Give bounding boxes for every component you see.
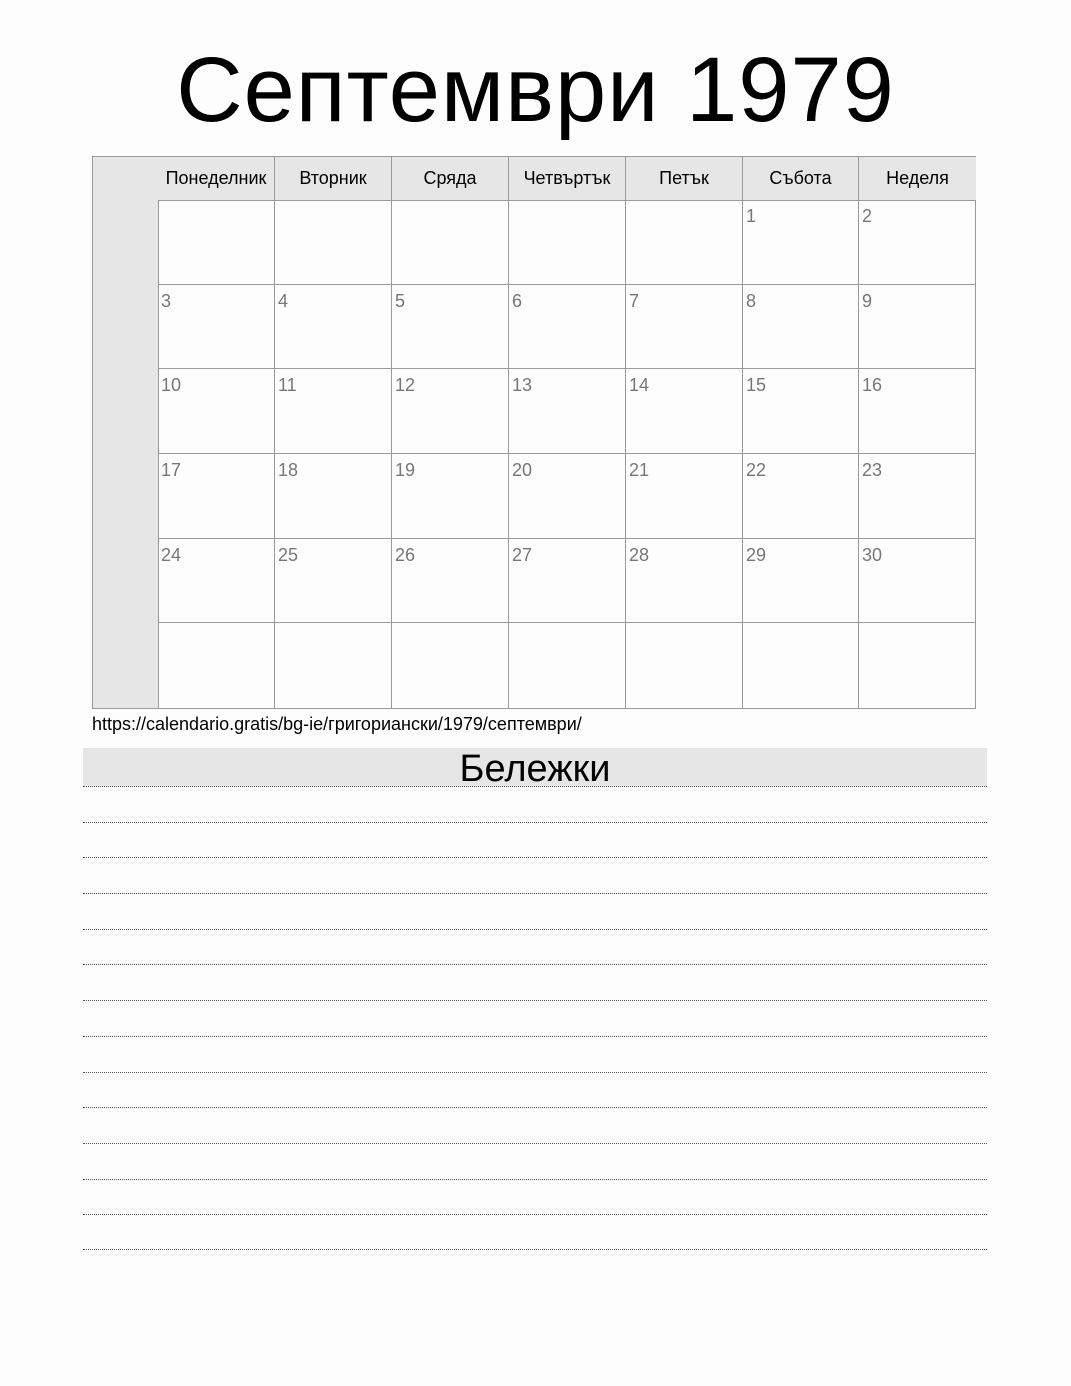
weekday-header: Петък: [626, 157, 743, 200]
note-line[interactable]: [83, 857, 987, 893]
day-cell: [275, 623, 392, 708]
day-cell: [158, 539, 275, 624]
day-cell: [626, 369, 743, 454]
day-number: 20: [512, 459, 533, 480]
day-number: 2: [862, 206, 873, 226]
day-cell: [275, 369, 392, 454]
day-number: 14: [629, 375, 650, 396]
day-number: 11: [278, 375, 297, 396]
note-line[interactable]: [83, 929, 987, 965]
day-number: 8: [746, 290, 757, 311]
day-number: 24: [161, 544, 182, 565]
day-cell: [626, 200, 743, 285]
day-cell: [509, 454, 626, 539]
day-cell: [859, 369, 976, 454]
note-line[interactable]: [83, 964, 987, 1000]
day-number: 5: [395, 290, 406, 311]
day-cell: [626, 539, 743, 624]
day-number: 27: [512, 544, 533, 565]
weekday-header: Вторник: [275, 157, 392, 200]
day-cell: [626, 454, 743, 539]
day-cell: [859, 454, 976, 539]
day-number: 26: [395, 544, 416, 565]
day-cell: [743, 369, 859, 454]
day-cell: [859, 623, 976, 708]
day-cell: [392, 285, 509, 370]
day-number: 18: [278, 459, 299, 480]
notes-lines: [83, 786, 987, 1250]
day-number: 13: [512, 375, 533, 396]
day-cell: [626, 623, 743, 708]
day-cell: [859, 539, 976, 624]
page-title: Септември 1979: [176, 39, 895, 141]
note-line[interactable]: [83, 893, 987, 929]
note-line[interactable]: [83, 786, 987, 822]
note-line[interactable]: [83, 1036, 987, 1072]
day-number: 23: [862, 459, 883, 480]
day-number: 7: [629, 290, 640, 311]
day-number: 9: [862, 290, 873, 311]
calendar-grid: [92, 156, 976, 709]
note-line[interactable]: [83, 1214, 987, 1250]
day-cell: [158, 623, 275, 708]
day-number: 30: [862, 544, 883, 565]
note-line[interactable]: [83, 1179, 987, 1215]
note-line[interactable]: [83, 822, 987, 858]
day-number: 21: [629, 459, 650, 480]
day-cell: [743, 200, 859, 285]
day-cell: [392, 200, 509, 285]
day-cell: [743, 454, 859, 539]
day-number: 6: [512, 290, 523, 311]
day-cell: [743, 623, 859, 708]
note-line[interactable]: [83, 1072, 987, 1108]
day-cell: [275, 200, 392, 285]
week-number-column: [93, 157, 159, 708]
day-cell: [275, 454, 392, 539]
day-cell: [509, 285, 626, 370]
calendar-days: [158, 200, 976, 708]
weekday-header: Неделя: [886, 168, 949, 188]
notes-title: Бележки: [83, 748, 987, 786]
day-cell: [509, 539, 626, 624]
weekday-header: Понеделник: [158, 157, 275, 200]
day-cell: [859, 285, 976, 370]
day-cell: [509, 369, 626, 454]
day-number: 12: [395, 375, 416, 396]
weekday-header-row: [158, 157, 976, 201]
weekday-header: Събота: [743, 157, 859, 200]
day-cell: [626, 285, 743, 370]
source-url[interactable]: https://calendario.gratis/bg-ie/григориански/1979/септември/: [92, 714, 582, 734]
weekday-header: Четвъртък: [509, 157, 626, 200]
day-number: 1: [746, 206, 757, 226]
day-number: 19: [395, 459, 416, 480]
note-line[interactable]: [83, 1107, 987, 1143]
day-cell: [158, 285, 275, 370]
day-cell: [392, 539, 509, 624]
day-cell: [392, 623, 509, 708]
day-cell: [275, 285, 392, 370]
day-number: 10: [161, 375, 182, 396]
day-number: 28: [629, 544, 650, 565]
day-cell: [158, 200, 275, 285]
day-cell: [509, 623, 626, 708]
day-cell: [275, 539, 392, 624]
day-cell: [392, 454, 509, 539]
day-cell: [743, 285, 859, 370]
day-cell: [743, 539, 859, 624]
day-cell: [509, 200, 626, 285]
day-cell: [158, 454, 275, 539]
day-number: 17: [161, 459, 182, 480]
note-line[interactable]: [83, 1143, 987, 1179]
day-number: 25: [278, 544, 299, 565]
note-line[interactable]: [83, 1000, 987, 1036]
weekday-header: Сряда: [392, 157, 509, 200]
day-number: 4: [278, 290, 289, 311]
day-number: 3: [161, 290, 172, 311]
day-cell: [158, 369, 275, 454]
day-number: 22: [746, 459, 767, 480]
day-cell: [859, 200, 976, 285]
day-number: 15: [746, 375, 767, 396]
day-number: 29: [746, 544, 767, 565]
day-cell: [392, 369, 509, 454]
day-number: 16: [862, 375, 883, 396]
